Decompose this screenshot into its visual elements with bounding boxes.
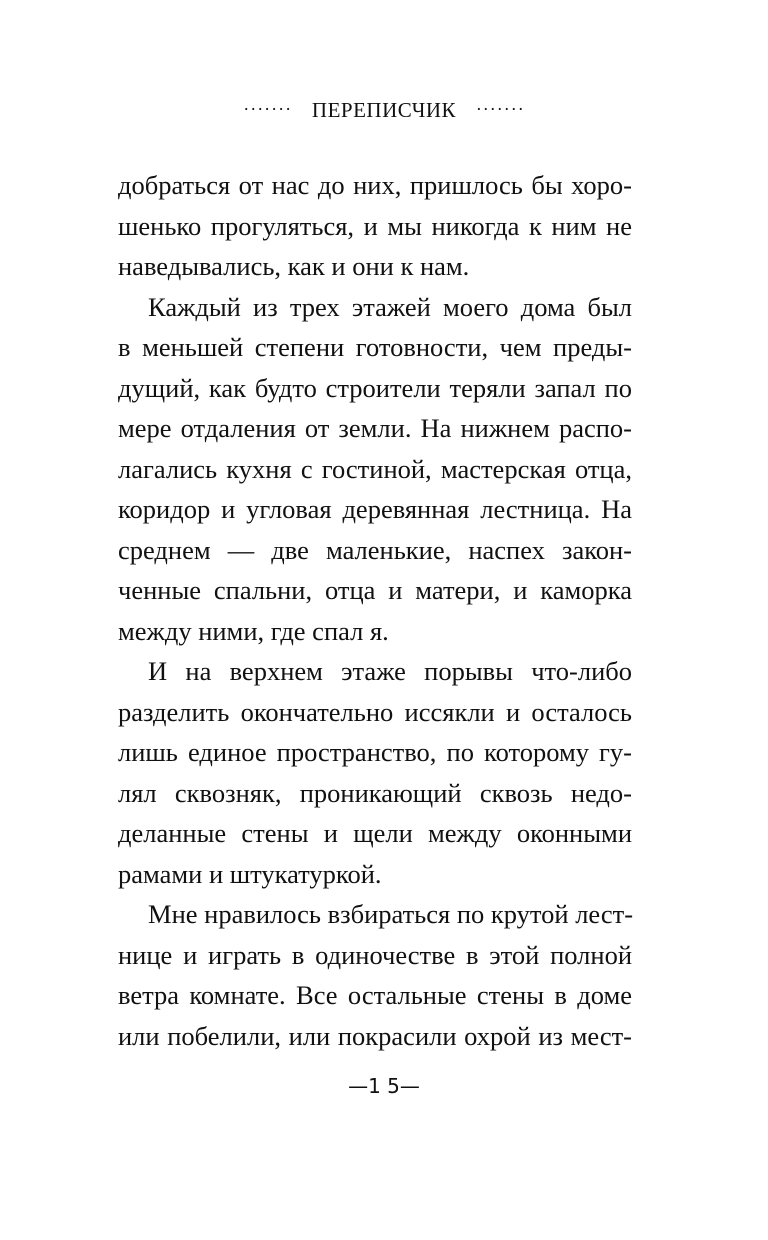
paragraph	[118, 894, 632, 1056]
text-line: между ними, где спал я.	[118, 615, 389, 646]
text-line: лял сквозняк, проникающий сквозь недо-	[118, 777, 632, 808]
text-line: среднем — две маленькие, наспех закон-	[118, 534, 632, 565]
body-text	[118, 165, 632, 1056]
text-line: ветра комнате. Все остальные стены в доме	[118, 980, 632, 1010]
page-number: —1 5—	[348, 1074, 420, 1098]
header-ornament-left: ·······	[243, 99, 293, 119]
text-line: лагались кухня с гостиной, мастерская отца,	[118, 453, 632, 484]
text-line: И на верхнем этаже порывы что-либо	[148, 656, 632, 686]
text-line: ченные спальни, отца и матери, и каморка	[118, 575, 632, 605]
running-title: ПЕРЕПИСЧИК	[311, 98, 457, 122]
text-line: рамами и штукатуркой.	[118, 858, 382, 889]
paragraph	[118, 165, 632, 287]
text-line: наведывались, как и они к нам.	[118, 251, 470, 281]
text-line: лишь единое пространство, по которому гу-	[118, 737, 632, 767]
text-line: Каждый из трех этажей моего дома был	[148, 291, 632, 322]
paragraph	[118, 651, 632, 894]
paragraph	[118, 287, 632, 652]
text-line: мере отдаления от земли. На нижнем распо-	[118, 413, 632, 443]
running-header	[0, 98, 768, 123]
text-line: дущий, как будто строители теряли запал по	[118, 372, 632, 403]
text-line: коридор и угловая деревянная лестница. На	[118, 494, 632, 524]
text-line: добраться от нас до них, пришлось бы хоро-	[118, 170, 632, 200]
text-line: разделить окончательно иссякли и осталось	[118, 696, 632, 727]
text-line: нице и играть в одиночестве в этой полной	[118, 939, 632, 970]
text-line: деланные стены и щели между оконными	[118, 818, 632, 848]
text-line: шенько прогуляться, и мы никогда к ним не	[118, 210, 632, 241]
text-line: Мне нравилось взбираться по крутой лест-	[148, 899, 634, 929]
text-line: в меньшей степени готовности, чем преды-	[118, 332, 632, 362]
text-line: или побелили, или покрасили охрой из мест-	[118, 1020, 632, 1051]
header-ornament-right: ·······	[475, 99, 525, 119]
